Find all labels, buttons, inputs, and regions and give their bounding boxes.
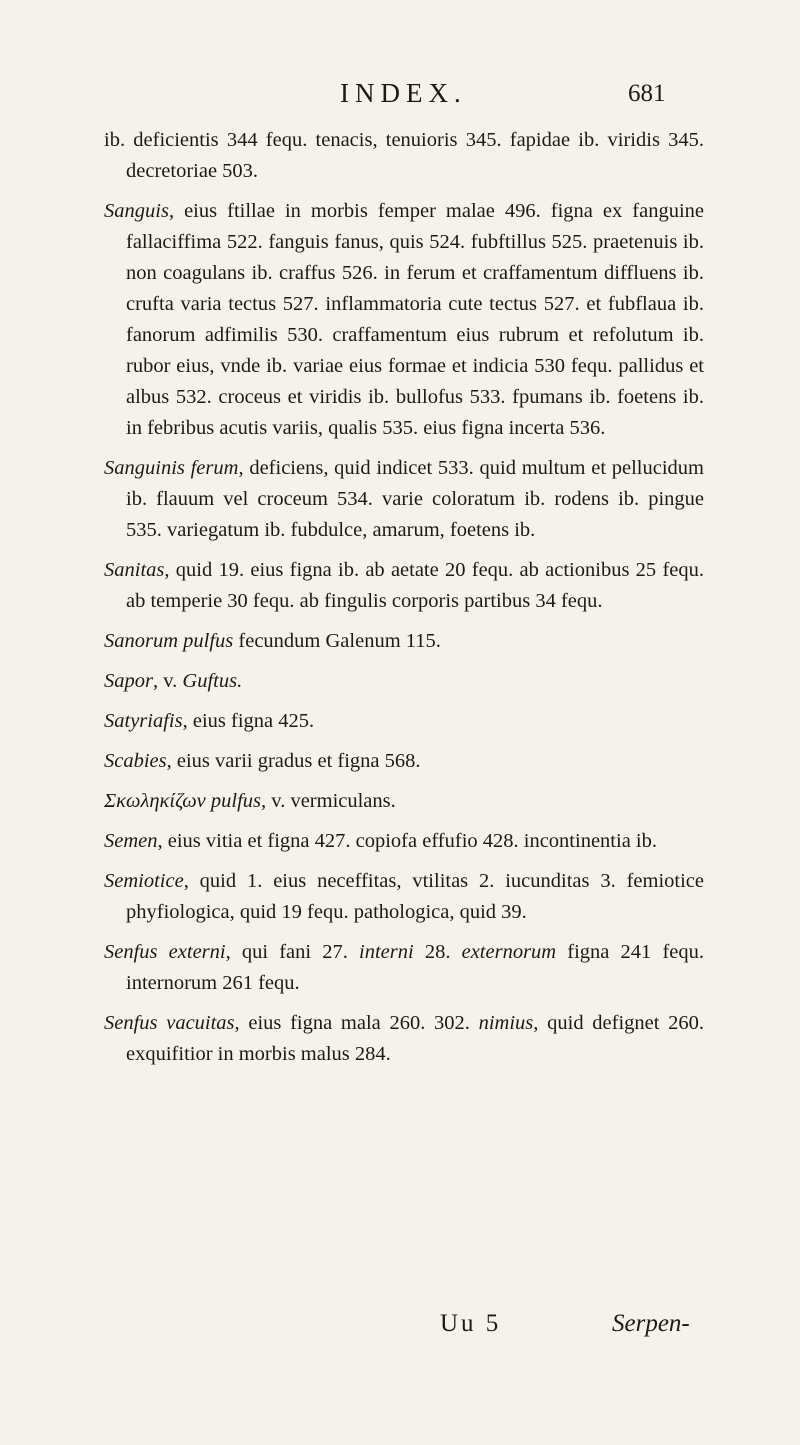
entry-text: figna 241 fequ. internorum 261 fequ. — [126, 941, 704, 994]
entry-term: Sanguis — [104, 200, 169, 222]
entry-text: , quid defignet 260. exquifitior in morbis malus 284. — [126, 1012, 705, 1065]
index-entry — [104, 706, 704, 737]
entry-text: , quid 1. eius neceffitas, vtilitas 2. iucunditas 3. femiotice phyfiologica, quid 19 fequ. pathologica, quid 39. — [126, 870, 704, 923]
entry-text: , eius varii gradus et figna 568. — [166, 750, 421, 772]
entry-subterm: externorum — [461, 941, 557, 963]
entry-term: Satyriafis — [104, 710, 183, 732]
index-entry — [104, 786, 704, 817]
catchword: Serpen- — [612, 1310, 690, 1337]
entry-term: Sanorum pulfus — [104, 630, 234, 652]
page-title: INDEX. — [340, 78, 467, 108]
index-entry — [104, 626, 704, 657]
entry-subterm: interni — [359, 941, 414, 963]
index-entry — [104, 1008, 704, 1070]
entry-text: 28. — [413, 941, 462, 963]
entry-text: , eius ftillae in morbis femper malae 496. figna ex fanguine fallaciffima 522. fanguis fanus, quis 524. fubftillus 525. praetenuis ib. non coagulans ib. craffus 526. in ferum et craffamentum diffluens ib. crufta varia tectus 527. inflammatoria cute tectus 527. et fubflaua ib. fanorum adfimilis 530. craffamentum eius rubrum et refolutum ib. rubor eius, vnde ib. variae eius formae et indicia 530 fequ. pallidus et albus 532. croceus et viridis ib. bullofus 533. fpumans ib. foetens ib. in febribus acutis variis, qualis 535. eius figna incerta 536. — [126, 200, 704, 439]
entry-text: , eius figna mala 260. 302. — [234, 1012, 479, 1034]
entry-term: Sanitas — [104, 559, 165, 581]
index-entry — [104, 937, 704, 999]
index-entry — [104, 866, 704, 928]
entry-text: , v. vermiculans. — [261, 790, 396, 812]
entry-term: Sanguinis ferum — [104, 457, 239, 479]
entry-term: Σκωληκίζων pulfus — [104, 790, 262, 812]
entry-term: Scabies — [104, 750, 167, 772]
entry-term: Sapor — [104, 670, 153, 692]
signature-mark: Uu 5 — [440, 1310, 502, 1337]
entry-term: Senfus vacuitas — [104, 1012, 235, 1034]
index-entries — [104, 125, 704, 1079]
entry-text: , v. — [152, 670, 183, 692]
entry-term: Senfus externi — [104, 941, 226, 963]
page-number: 681 — [628, 80, 666, 107]
entry-term: Semen — [104, 830, 158, 852]
entry-term: Semiotice — [104, 870, 184, 892]
entry-text: fecundum Galenum 115. — [233, 630, 441, 652]
index-entry — [104, 125, 704, 187]
index-entry — [104, 826, 704, 857]
index-entry — [104, 746, 704, 777]
index-entry — [104, 666, 704, 697]
entry-text: , qui fani 27. — [225, 941, 360, 963]
entry-text: , deficiens, quid indicet 533. quid multum et pellucidum ib. flauum vel croceum 534. varie coloratum ib. rodens ib. pingue 535. variegatum ib. fubdulce, amarum, foetens ib. — [126, 457, 704, 541]
index-entry — [104, 555, 704, 617]
entry-text: , eius figna 425. — [182, 710, 315, 732]
index-entry — [104, 453, 704, 546]
index-entry — [104, 196, 704, 444]
entry-text: , quid 19. eius figna ib. ab aetate 20 fequ. ab actionibus 25 fequ. ab temperie 30 fequ. ab fingulis corporis partibus 34 fequ. — [126, 559, 704, 612]
entry-text: , eius vitia et figna 427. copiofa effufio 428. incontinentia ib. — [157, 830, 657, 852]
cross-reference: Guftus. — [182, 670, 243, 692]
entry-subterm: nimius — [478, 1012, 534, 1034]
running-head — [0, 78, 800, 118]
entry-text: ib. deficientis 344 fequ. tenacis, tenuioris 345. fapidae ib. viridis 345. decretoriae 503. — [104, 129, 704, 182]
page-footer — [0, 1310, 800, 1350]
